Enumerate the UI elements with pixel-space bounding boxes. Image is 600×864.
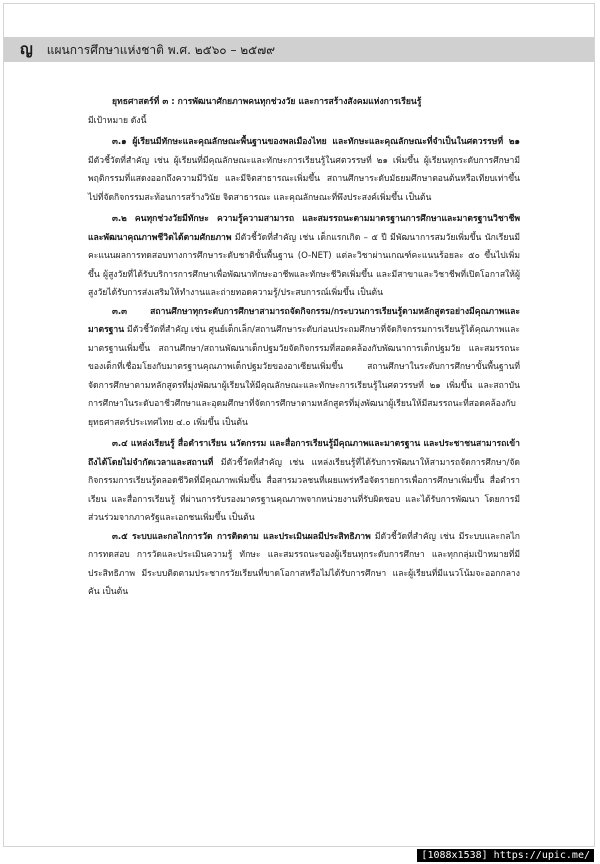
image-watermark: [1088x1538] https://upic.me/: [417, 849, 594, 862]
goal-body: มีตัวชี้วัดที่สำคัญ เช่น มีระบบและกลไกการทดสอบ การวัดและประเมินความรู้ ทักษะ และสมรรถนะของผู้เรียนทุกระดับการศึกษา และทุกกลุ่มเป้าหมายที่มีประสิทธิภาพ มีระบบติดตามประชากรวัยเรียนที่ขาดโอกาสหรือไม่ได้รับการศึกษา และผู้เรียนที่มีแนวโน้มจะออกกลางคัน เป็นต้น: [88, 531, 520, 597]
goal-title: ๓.๔ แหล่งเรียนรู้ สื่อตำราเรียน นวัตกรรม และสื่อการเรียนรู้มีคุณภาพและมาตรฐาน และประชาชนสามารถเข้าถึงได้โดยไม่จำกัดเวลาและสถานที่: [88, 439, 520, 468]
strategy-heading: ยุทธศาสตร์ที่ ๓ : การพัฒนาศักยภาพคนทุกช่วงวัย และการสร้างสังคมแห่งการเรียนรู้: [112, 97, 422, 107]
goal-title: ๓.๓ สถานศึกษาทุกระดับการศึกษาสามารถจัดกิจกรรม/กระบวนการเรียนรู้ตามหลักสูตรอย่างมีคุณภาพและมาตรฐาน: [88, 306, 520, 335]
goal-3-2: [88, 210, 520, 303]
document-body: [88, 93, 520, 602]
page-number: ญ: [20, 40, 33, 58]
goal-3-3: [88, 303, 520, 433]
page-header: [20, 40, 275, 59]
goal-body: มีตัวชี้วัดที่สำคัญ เช่น แหล่งเรียนรู้ที่ได้รับการพัฒนาให้สามารถจัดการศึกษา/จัดกิจกรรมการเรียนรู้ตลอดชีวิตที่มีคุณภาพเพิ่มขึ้น สื่อสารมวลชนที่เผยแพร่หรือจัดรายการเพื่อการศึกษาเพิ่มขึ้น สื่อตำราเรียน และสื่อการเรียนรู้ ที่ผ่านการรับรองมาตรฐานคุณภาพจากหน่วยงานที่รับผิดชอบ และได้รับการพัฒนา โดยการมีส่วนร่วมจากภาครัฐและเอกชนเพิ่มขึ้น เป็นต้น: [88, 457, 520, 523]
header-title: แผนการศึกษาแห่งชาติ พ.ศ. ๒๕๖๐ – ๒๕๗๙: [46, 43, 276, 57]
goal-3-1: [88, 133, 520, 207]
goal-3-4: [88, 435, 520, 528]
goal-3-5: [88, 528, 520, 602]
goal-title: ๓.๒ คนทุกช่วงวัยมีทักษะ ความรู้ความสามารถ และสมรรถนะตามมาตรฐานการศึกษาและมาตรฐานวิชาชีพ และพัฒนาคุณภาพชีวิตได้ตามศักยภาพ: [88, 214, 520, 243]
goal-title: ๓.๕ ระบบและกลไกการวัด การติดตาม และประเมินผลมีประสิทธิภาพ: [112, 531, 371, 542]
goal-body: มีตัวชี้วัดที่สำคัญ เช่น เด็กแรกเกิด – ๕ ปี มีพัฒนาการสมวัยเพิ่มขึ้น นักเรียนมีคะแนนผลการทดสอบทางการศึกษาระดับชาติขั้นพื้นฐาน (O-NET) แต่ละวิชาผ่านเกณฑ์คะแนนร้อยละ ๕๐ ขึ้นไปเพิ่มขึ้น ผู้สูงวัยที่ได้รับบริการการศึกษาเพื่อพัฒนาทักษะอาชีพและทักษะชีวิตเพิ่มขึ้น และมีสาขาและวิชาชีพที่เปิดโอกาสให้ผู้สูงวัยได้รับการส่งเสริมให้ทำงานและถ่ายทอดความรู้/ประสบการณ์เพิ่มขึ้น เป็นต้น: [88, 232, 520, 298]
goal-body: มีตัวชี้วัดที่สำคัญ เช่น ศูนย์เด็กเล็ก/สถานศึกษาระดับก่อนประถมศึกษาที่จัดกิจกรรมการเรียนรู้ได้คุณภาพและมาตรฐานเพิ่มขึ้น สถานศึกษา/สถานพัฒนาเด็กปฐมวัยจัดกิจกรรมที่สอดคล้องกับพัฒนาการเด็กปฐมวัย และสมรรถนะของเด็กที่เชื่อมโยงกับมาตรฐานคุณภาพเด็กปฐมวัยของอาเซียนเพิ่มขึ้น สถานศึกษาในระดับการศึกษาขั้นพื้นฐานที่จัดการศึกษาตามหลักสูตรที่มุ่งพัฒนาผู้เรียนให้มีคุณลักษณะและทักษะการเรียนรู้ในศตวรรษที่ ๒๑ เพิ่มขึ้น และสถาบันการศึกษาในระดับอาชีวศึกษาและอุดมศึกษาที่จัดการศึกษาตามหลักสูตรที่มุ่งพัฒนาผู้เรียนให้มีสมรรถนะที่สอดคล้องกับยุทธศาสตร์ประเทศไทย ๔.๐ เพิ่มขึ้น เป็นต้น: [88, 325, 520, 428]
goal-body: มีตัวชี้วัดที่สำคัญ เช่น ผู้เรียนที่มีคุณลักษณะและทักษะการเรียนรู้ในศตวรรษที่ ๒๑ เพิ่มขึ้น ผู้เรียนทุกระดับการศึกษามีพฤติกรรมที่แสดงออกถึงความมีวินัย และมีจิตสาธารณะเพิ่มขึ้น สถานศึกษาระดับมัธยมศึกษาตอนต้นหรือเทียบเท่าขึ้นไปที่จัดกิจกรรมสะท้อนการสร้างวินัย จิตสาธารณะ และคุณลักษณะที่พึงประสงค์เพิ่มขึ้น เป็นต้น: [88, 155, 520, 203]
strategy-intro: มีเป้าหมาย ดังนี้: [88, 115, 147, 126]
goal-title: ๓.๑ ผู้เรียนมีทักษะและคุณลักษณะพื้นฐานของพลเมืองไทย และทักษะและคุณลักษณะที่จำเป็นในศตวรรษที่ ๒๑: [112, 137, 520, 147]
